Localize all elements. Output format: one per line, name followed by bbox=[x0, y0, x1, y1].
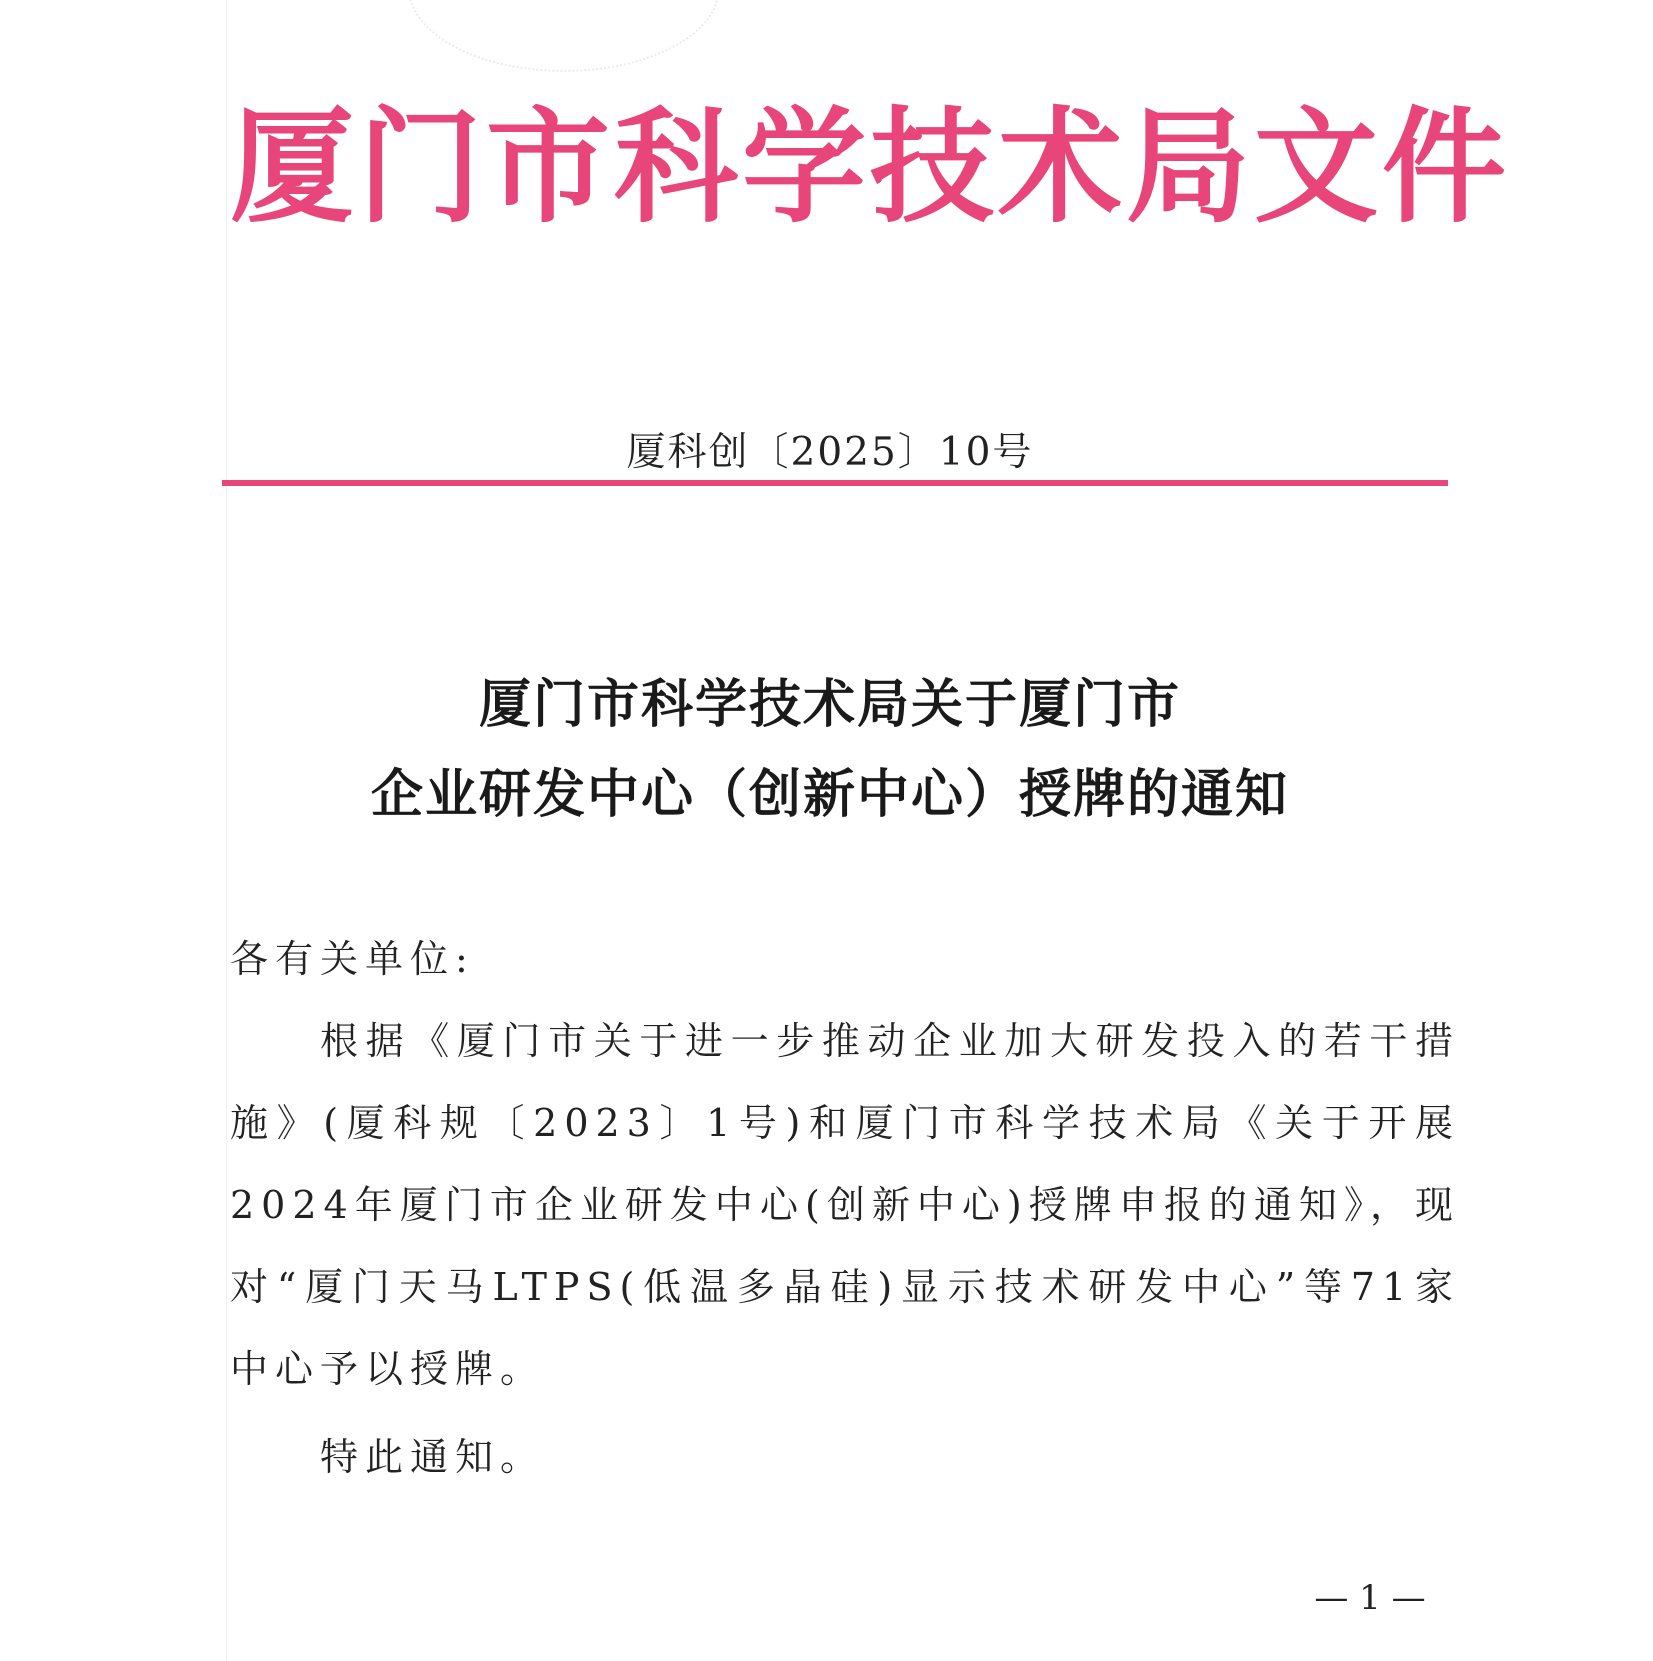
document-number: 厦科创〔2025〕10号 bbox=[626, 430, 1034, 475]
page-number: — 1 — bbox=[1314, 1578, 1426, 1618]
closing-line: 特此通知。 bbox=[320, 1435, 546, 1479]
body-paragraph: 根据《厦门市关于进一步推动企业加大研发投入的若干措施》(厦科规〔2023〕1号)和厦门市科学技术局《关于开展2024年厦门市企业研发中心(创新中心)授牌申报的通知》，现对“厦门天马LTPS(低温多晶硅)显示技术研发中心”等71家中心予以授牌。 bbox=[230, 1019, 1460, 1391]
salutation: 各有关单位: bbox=[230, 937, 475, 981]
notice-body bbox=[230, 918, 1460, 1498]
document-header: 厦门市科学技术局文件 bbox=[230, 95, 1511, 240]
notice-title bbox=[230, 660, 1430, 840]
notice-title-line-2: 企业研发中心（创新中心）授牌的通知 bbox=[370, 765, 1289, 825]
scan-edge bbox=[226, 0, 227, 1661]
header-divider bbox=[222, 480, 1448, 486]
notice-title-line-1: 厦门市科学技术局关于厦门市 bbox=[478, 675, 1181, 735]
seal-impression bbox=[408, 0, 720, 72]
